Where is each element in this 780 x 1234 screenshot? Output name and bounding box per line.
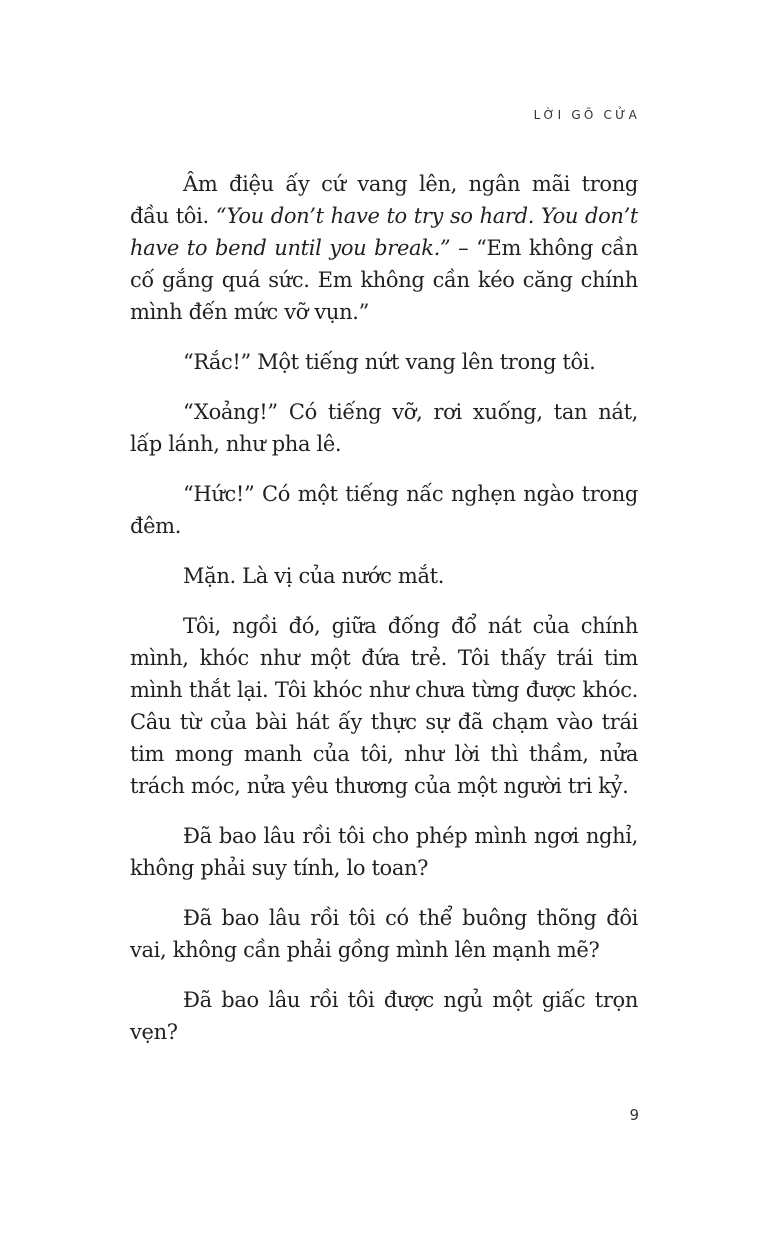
paragraph: “Hức!” Có một tiếng nấc nghẹn ngào trong đêm. <box>130 482 638 538</box>
paragraph <box>130 168 638 328</box>
paragraph: “Xoảng!” Có tiếng vỡ, rơi xuống, tan nát, lấp lánh, như pha lê. <box>130 400 638 456</box>
paragraph-lead: Âm điệu ấy cứ vang lên, ngân mãi trong đầu tôi. <box>130 172 638 228</box>
paragraph: Đã bao lâu rồi tôi cho phép mình ngơi nghỉ, không phải suy tính, lo toan? <box>130 824 638 880</box>
paragraph-tail: – “Em không cần cố gắng quá sức. Em không cần kéo căng chính mình đến mức vỡ vụn.” <box>130 236 638 324</box>
paragraph: Đã bao lâu rồi tôi có thể buông thõng đôi vai, không cần phải gồng mình lên mạnh mẽ? <box>130 906 638 962</box>
paragraph: Đã bao lâu rồi tôi được ngủ một giấc trọn vẹn? <box>130 988 638 1044</box>
body-text <box>130 168 638 1066</box>
song-lyric-quote: “You don’t have to try so hard. You don’t have to bend until you break.” <box>130 204 638 260</box>
page-number: 9 <box>629 1106 639 1124</box>
paragraph: Mặn. Là vị của nước mắt. <box>183 564 445 588</box>
paragraph: “Rắc!” Một tiếng nứt vang lên trong tôi. <box>183 350 596 374</box>
paragraph: Tôi, ngồi đó, giữa đống đổ nát của chính mình, khóc như một đứa trẻ. Tôi thấy trái tim mình thắt lại. Tôi khóc như chưa từng được khóc. Câu từ của bài hát ấy thực sự đã chạm vào trái tim mong manh của tôi, như lời thì thầm, nửa trách móc, nửa yêu thương của một người tri kỷ. <box>130 614 638 798</box>
running-head: LỜI GÕ CỬA <box>533 108 640 122</box>
